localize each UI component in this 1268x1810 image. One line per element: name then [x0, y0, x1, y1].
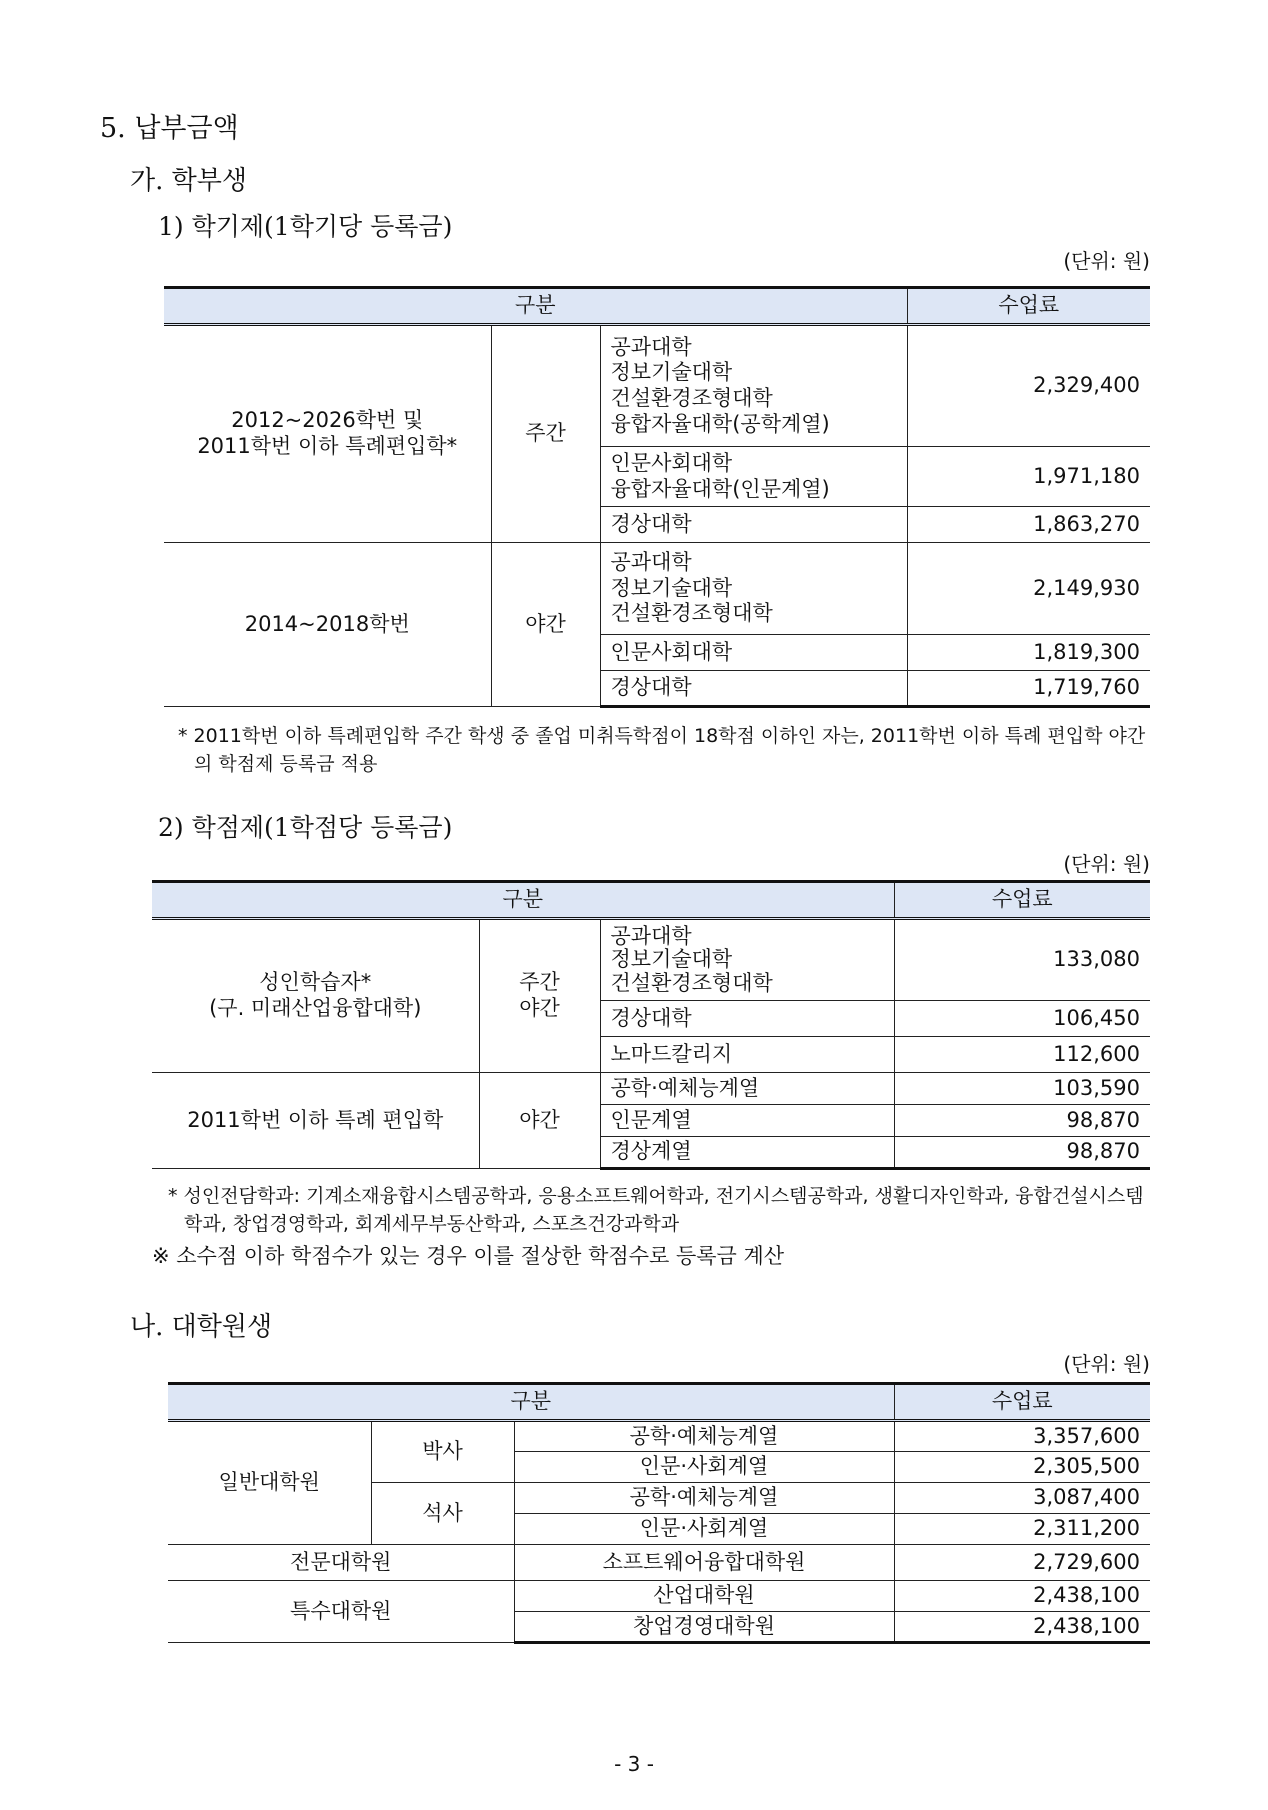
special-graduate-label: 특수대학원 — [168, 1581, 514, 1643]
time-label: 야간 — [491, 543, 600, 707]
master-label: 석사 — [371, 1483, 514, 1545]
field-label: 인문·사회계열 — [514, 1514, 894, 1545]
college-list: 공과대학 정보기술대학 건설환경조형대학 — [600, 543, 907, 635]
tuition-value: 3,087,400 — [894, 1483, 1150, 1514]
tuition-value: 2,149,930 — [907, 543, 1150, 635]
college-list: 공과대학 정보기술대학 건설환경조형대학 융합자율대학(공학계열) — [600, 325, 907, 447]
page-number: - 3 - — [614, 1752, 654, 1776]
college-list: 경상대학 — [600, 1001, 894, 1037]
field-label: 창업경영대학원 — [514, 1612, 894, 1643]
professional-graduate-label: 전문대학원 — [168, 1545, 514, 1581]
field-label: 소프트웨어융합대학원 — [514, 1545, 894, 1581]
header-category: 구분 — [164, 288, 907, 325]
header-tuition: 수업료 — [894, 1384, 1150, 1421]
college-list: 경상대학 — [600, 507, 907, 543]
unit-label-2: (단위: 원) — [1063, 852, 1150, 876]
tuition-value: 2,729,600 — [894, 1545, 1150, 1581]
header-category: 구분 — [168, 1384, 894, 1421]
tuition-value: 1,971,180 — [907, 447, 1150, 507]
time-label: 주간 — [491, 325, 600, 543]
group-label: 2014~2018학번 — [164, 543, 491, 707]
section-title: 5. 납부금액 — [100, 113, 239, 144]
college-list: 인문계열 — [600, 1105, 894, 1137]
tuition-value: 106,450 — [894, 1001, 1150, 1037]
tuition-value: 112,600 — [894, 1037, 1150, 1073]
tuition-value: 1,719,760 — [907, 671, 1150, 707]
graduate-tuition-table — [168, 1382, 1150, 1644]
tuition-value: 3,357,600 — [894, 1421, 1150, 1452]
group-label: 2012~2026학번 및 2011학번 이하 특례편입학* — [164, 325, 491, 543]
college-list: 인문사회대학 — [600, 635, 907, 671]
note-special-transfer: * 2011학번 이하 특례편입학 주간 학생 중 졸업 미취득학점이 18학점 이하인 자는, 2011학번 이하 특례 편입학 야간의 학점제 등록금 적용 — [178, 725, 1146, 775]
college-list: 경상대학 — [600, 671, 907, 707]
credit-tuition-table — [152, 880, 1150, 1170]
tuition-value: 1,819,300 — [907, 635, 1150, 671]
college-list: 경상계열 — [600, 1137, 894, 1169]
tuition-value: 2,329,400 — [907, 325, 1150, 447]
tuition-value: 2,305,500 — [894, 1452, 1150, 1483]
tuition-value: 98,870 — [894, 1105, 1150, 1137]
header-tuition: 수업료 — [907, 288, 1150, 325]
tuition-value: 2,438,100 — [894, 1581, 1150, 1612]
note-credit-rounding: ※ 소수점 이하 학점수가 있는 경우 이를 절상한 학점수로 등록금 계산 — [152, 1244, 785, 1268]
unit-label-3: (단위: 원) — [1063, 1352, 1150, 1376]
college-list: 공학·예체능계열 — [600, 1073, 894, 1105]
college-list: 인문사회대학 융합자율대학(인문계열) — [600, 447, 907, 507]
header-tuition: 수업료 — [894, 882, 1150, 919]
tuition-value: 103,590 — [894, 1073, 1150, 1105]
doctor-label: 박사 — [371, 1421, 514, 1483]
tuition-value: 133,080 — [894, 919, 1150, 1001]
unit-label-1: (단위: 원) — [1063, 249, 1150, 273]
group-label: 2011학번 이하 특례 편입학 — [152, 1073, 479, 1169]
field-label: 산업대학원 — [514, 1581, 894, 1612]
tuition-value: 98,870 — [894, 1137, 1150, 1169]
semester-heading: 1) 학기제(1학기당 등록금) — [158, 212, 453, 241]
note-adult-departments: * 성인전담학과: 기계소재융합시스템공학과, 응용소프트웨어학과, 전기시스템공학과, 생활디자인학과, 융합건설시스템학과, 창업경영학과, 회계세무부동산학과, 스포츠건강과학과 — [168, 1185, 1144, 1235]
credit-heading: 2) 학점제(1학점당 등록금) — [158, 813, 453, 842]
tuition-value: 2,311,200 — [894, 1514, 1150, 1545]
general-graduate-label: 일반대학원 — [168, 1421, 371, 1545]
field-label: 공학·예체능계열 — [514, 1483, 894, 1514]
tuition-value: 1,863,270 — [907, 507, 1150, 543]
college-list: 공과대학 정보기술대학 건설환경조형대학 — [600, 919, 894, 1001]
semester-tuition-table — [164, 286, 1150, 708]
grad-heading: 나. 대학원생 — [130, 1312, 273, 1342]
time-label: 주간 야간 — [479, 919, 600, 1073]
header-category: 구분 — [152, 882, 894, 919]
undergrad-heading: 가. 학부생 — [130, 166, 247, 196]
tuition-value: 2,438,100 — [894, 1612, 1150, 1643]
time-label: 야간 — [479, 1073, 600, 1169]
field-label: 인문·사회계열 — [514, 1452, 894, 1483]
field-label: 공학·예체능계열 — [514, 1421, 894, 1452]
group-label: 성인학습자* (구. 미래산업융합대학) — [152, 919, 479, 1073]
college-list: 노마드칼리지 — [600, 1037, 894, 1073]
